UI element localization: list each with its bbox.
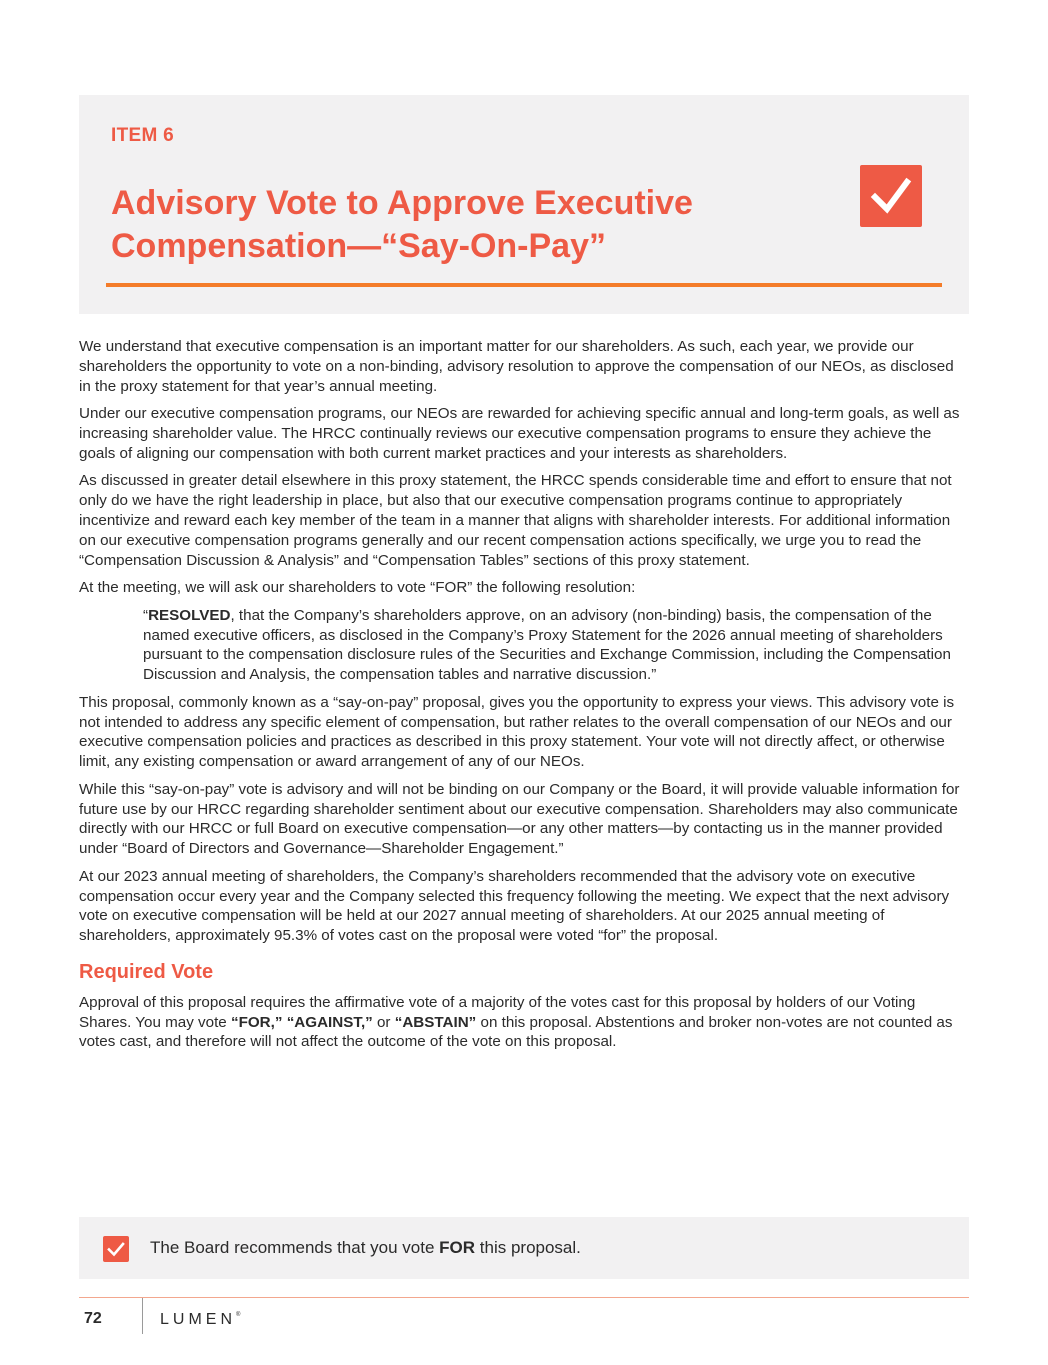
option-abstain: “ABSTAIN” (394, 1013, 477, 1031)
resolved-keyword: RESOLVED (148, 606, 231, 624)
header-divider (106, 283, 942, 287)
footer-divider (142, 1298, 143, 1334)
required-vote-heading: Required Vote (79, 960, 214, 983)
recommendation-for: FOR (439, 1238, 476, 1257)
checkbox-checked-icon (103, 1236, 129, 1262)
quote-text: , that the Company’s shareholders approve, on an advisory (non-binding) basis, the compensation of the named executive officers, as disclosed in the Company’s Proxy Statement for the 2026 annual meeting of shareholders pursuant to the compensation disclosure rules of the Securities and Exchange Commission, including the Compensation Discussion and Analysis, the compensation tables and narrative discussion.” (143, 606, 951, 684)
resolution-quote (143, 606, 969, 685)
page-title: Advisory Vote to Approve Executive Compensation—“Say-On-Pay” (111, 184, 693, 265)
quote-open: “ (143, 606, 149, 624)
required-vote-text (79, 993, 969, 1052)
logo-registered-mark: ® (236, 1312, 241, 1318)
option-for: “FOR,” (230, 1013, 283, 1031)
item-label: ITEM 6 (111, 125, 175, 146)
board-recommendation (79, 1217, 969, 1279)
logo-text: LUMEN (160, 1311, 237, 1328)
lumen-logo (160, 1311, 240, 1329)
recommendation-text (150, 1238, 581, 1258)
paragraph-programs: Under our executive compensation programs, our NEOs are rewarded for achieving specific annual and long-term goals, as well as increasing shareholder value. The HRCC continually reviews our executive compensation programs to ensure they achieve the goals of aligning our compensation with both current market practices and your interests as shareholders. (79, 405, 960, 462)
required-vote-text-end: on this proposal. Abstentions and broker non-votes are not counted as votes cast, and therefore will not affect the outcome of the vote on this proposal. (79, 1013, 953, 1051)
paragraph-say-on-pay: This proposal, commonly known as a “say-on-pay” proposal, gives you the opportunity to express your views. This advisory vote is not intended to address any specific element of compensation, but rather relates to the overall compensation of our NEOs and our executive compensation policies and practices as described in this proxy statement. Your vote will not directly affect, or otherwise limit, any existing compensation or award arrangement of any of our NEOs. (79, 693, 955, 771)
page-number: 72 (84, 1310, 102, 1327)
footer-rule (79, 1297, 969, 1298)
item-header (79, 95, 969, 314)
recommendation-before: The Board recommends that you vote (150, 1238, 440, 1257)
checkbox-checked-icon (860, 165, 922, 227)
required-vote-text-start: Approval of this proposal requires the affirmative vote of a majority of the votes cast for this proposal by holders of our Voting Shares. You may vote (79, 993, 916, 1031)
recommendation-after: this proposal. (475, 1238, 581, 1257)
paragraph-advisory: While this “say-on-pay” vote is advisory and will not be binding on our Company or the Board, it will provide valuable information for future use by our HRCC regarding shareholder sentiment about our executive compensation. Shareholders may also communicate directly with our HRCC or full Board on executive compensation—or any other matters—by contacting us in the manner provided under “Board of Directors and Governance—Shareholder Engagement.” (79, 780, 960, 858)
paragraph-intro: We understand that executive compensation is an important matter for our shareholders. As such, each year, we provide our shareholders the opportunity to vote on a non-binding, advisory resolution to approve the compensation of our NEOs, as disclosed in the proxy statement for that year’s annual meeting. (79, 338, 954, 395)
or-word: or (372, 1013, 395, 1031)
paragraph-hrcc: As discussed in greater detail elsewhere in this proxy statement, the HRCC spends considerable time and effort to ensure that not only do we have the right leadership in place, but also that our executive compensation programs continue to appropriately incentivize and reward each key member of the team in a manner that aligns with shareholder interests. For additional information on our executive compensation programs generally and our recent compensation actions specifically, we urge you to read the “Compensation Discussion & Analysis” and “Compensation Tables” sections of this proxy statement. (79, 472, 952, 569)
option-against: “AGAINST,” (286, 1013, 373, 1031)
proposal-body (79, 337, 969, 1060)
paragraph-meeting: At the meeting, we will ask our shareholders to vote “FOR” the following resolution: (79, 579, 636, 597)
paragraph-frequency: At our 2023 annual meeting of shareholders, the Company’s shareholders recommended that the advisory vote on executive compensation occur every year and the Company selected this frequency following the meeting. We expect that the next advisory vote on executive compensation will be held at our 2027 annual meeting of shareholders. At our 2025 annual meeting of shareholders, approximately 95.3% of votes cast on the proposal were voted “for” the proposal. (79, 867, 950, 945)
